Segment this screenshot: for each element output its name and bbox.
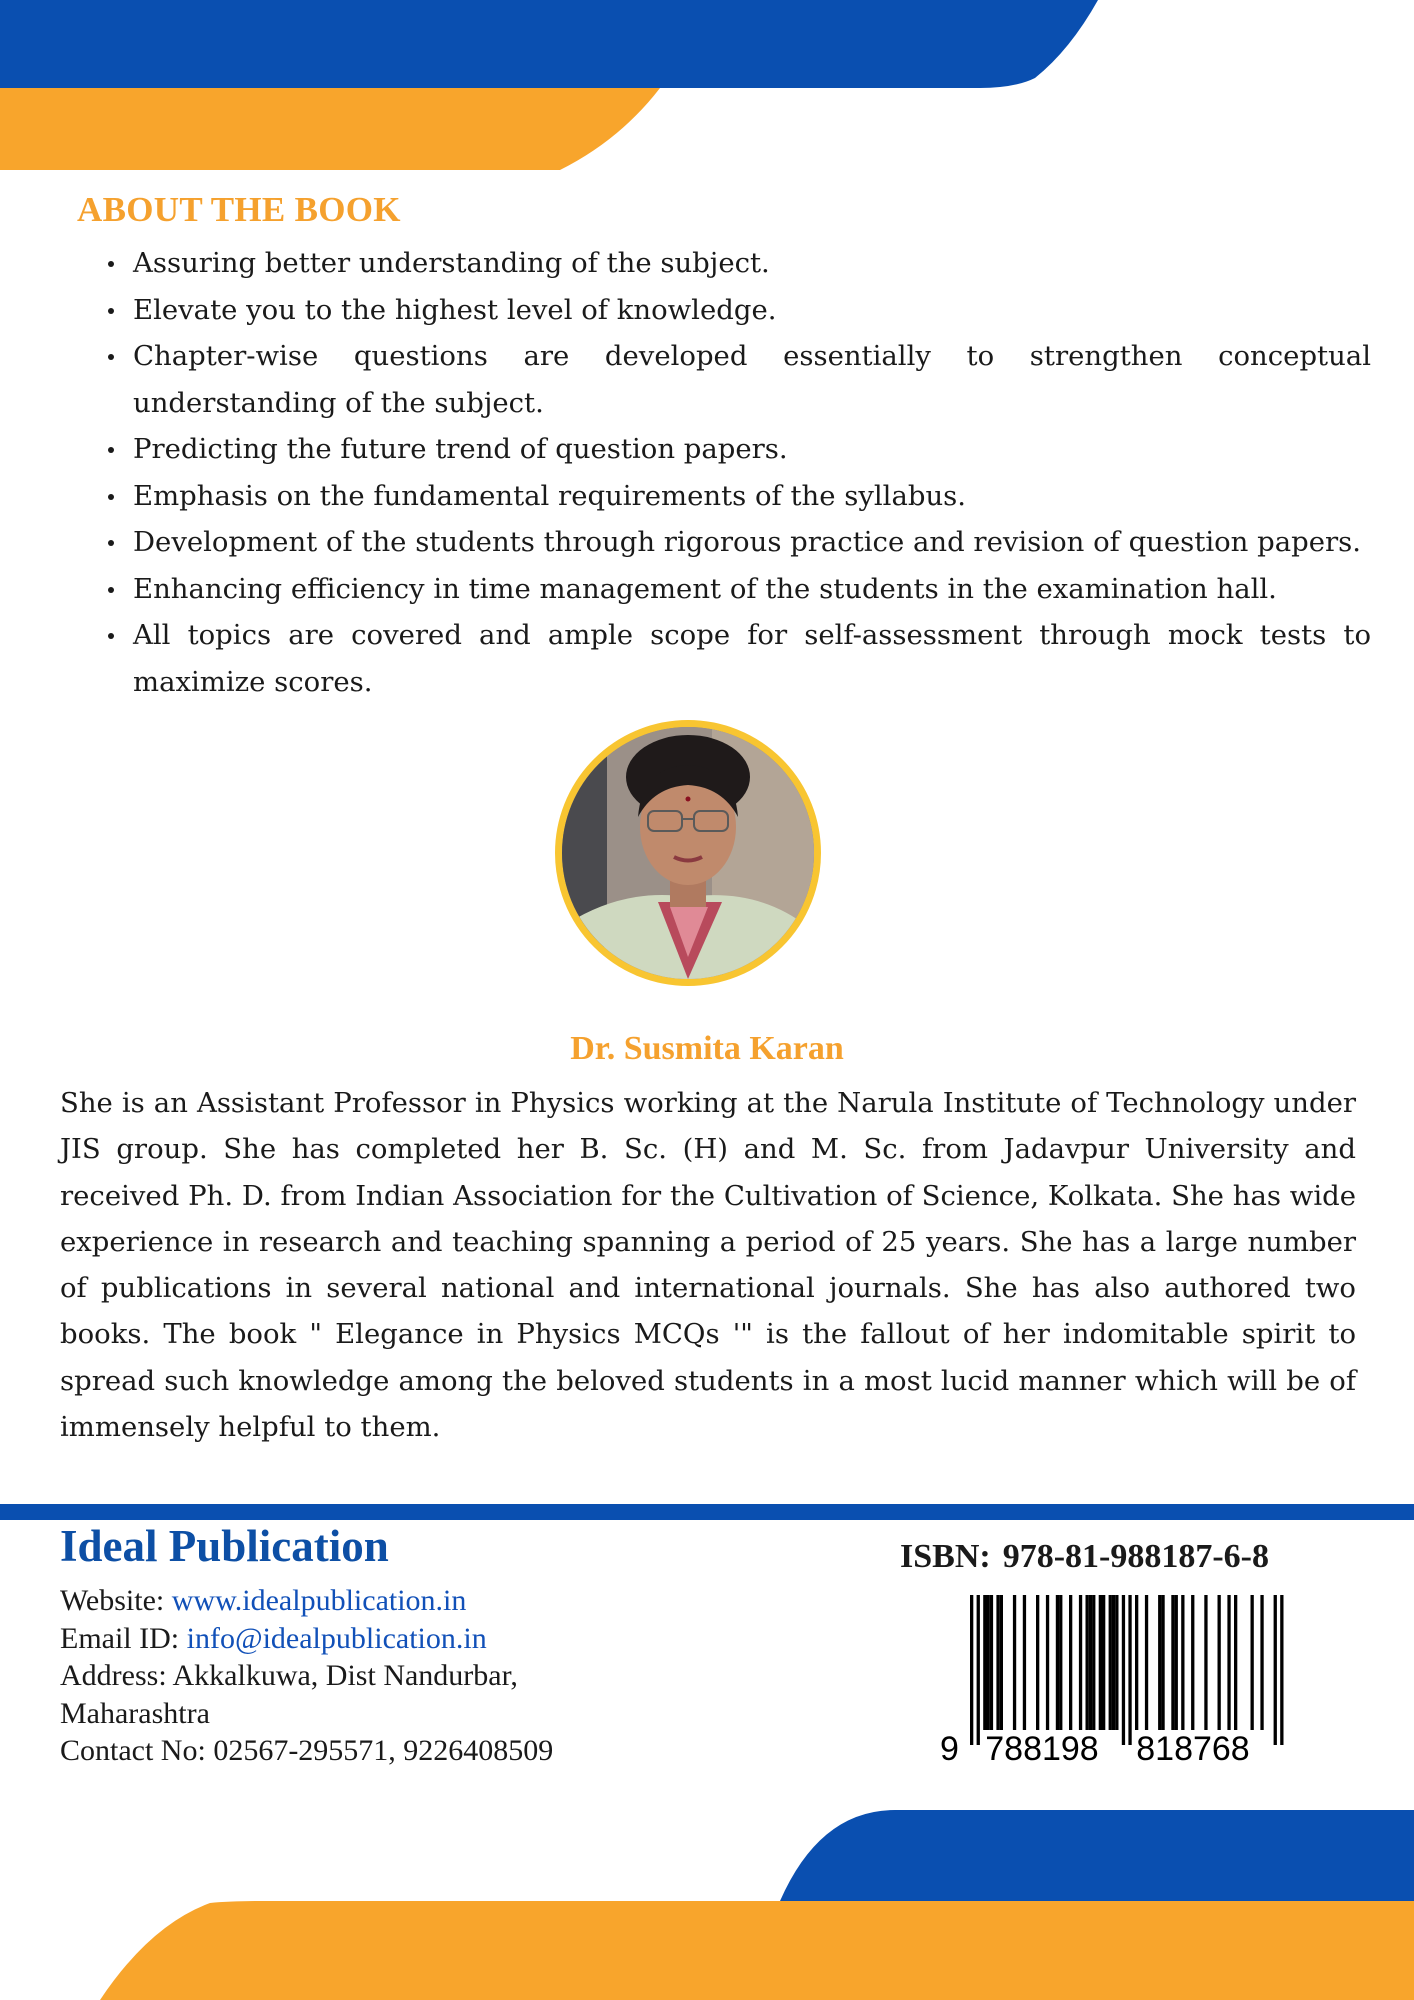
top-blue-band [0,0,1098,88]
address-label: Address: [60,1659,167,1692]
contact-numbers: 02567-295571, 9226408509 [213,1734,554,1767]
address-line-2: Maharashtra [60,1696,210,1730]
barcode-bar [1013,1595,1016,1730]
bottom-blue-band [780,1810,1414,1901]
address-row [60,1657,680,1695]
barcode-bar [1079,1595,1082,1730]
barcode-bar [1046,1595,1049,1730]
email-label: Email ID: [60,1621,180,1655]
bottom-orange-band [100,1901,1414,2000]
barcode-bar [996,1595,999,1730]
list-item: Emphasis on the fundamental requirements of the syllabus. [100,473,1371,520]
publisher-contact [60,1582,680,1770]
about-bullet-list [100,240,1371,705]
barcode-bar [983,1595,986,1730]
barcode-bar [1128,1595,1131,1745]
barcode-bar [1161,1595,1164,1730]
barcode-bar [1158,1595,1161,1730]
divider [0,1504,1414,1520]
barcode-bar [1000,1595,1003,1730]
website-label: Website: [60,1584,165,1617]
isbn-label: ISBN: [900,1538,991,1575]
barcode-bar [1191,1595,1194,1730]
list-item: All topics are covered and ample scope for self-assessment through mock tests to maximize scores. [100,612,1371,705]
email-row [60,1620,680,1658]
bottom-decor [0,1805,1414,2000]
barcode-bar [1280,1595,1283,1745]
author-bio: She is an Assistant Professor in Physics working at the Narula Institute of Technology under JIS group. She has completed her B. Sc. (H) and M. Sc. from Jadavpur University and received Ph. D. from Indian Association for the Cultivation of Science, Kolkata. She has wide experience in research and teaching spanning a period of 25 years. She has a large number of publications in several national and international journals. She has also authored two books. The book " Elegance in Physics MCQs '" is the fallout of her indomitable spirit to spread such knowledge among the beloved students in a most lucid manner which will be of immensely helpful to them. [60,1087,1356,1444]
website-row [60,1582,680,1620]
author-photo [562,727,814,979]
barcode-bar [1171,1595,1174,1730]
barcode-bar [1227,1595,1230,1730]
barcode-bar [1059,1595,1062,1730]
author-name: Dr. Susmita Karan [570,1030,844,1067]
top-decor [0,0,1414,175]
barcode-bar [1069,1595,1072,1730]
barcode-bar [1109,1595,1112,1730]
barcode-bar [990,1595,993,1730]
barcode-bar [1036,1595,1039,1730]
email-link[interactable]: info@idealpublication.in [186,1621,487,1655]
barcode-bar [1181,1595,1184,1730]
barcode-bars [970,1595,1284,1745]
list-item: Assuring better understanding of the subject. [100,240,1371,287]
list-item: Predicting the future trend of question papers. [100,426,1371,473]
barcode-bar [1274,1595,1277,1745]
barcode-bar [1112,1595,1115,1730]
barcode-bar [1145,1595,1148,1730]
website-link[interactable]: www.idealpublication.in [171,1584,467,1617]
barcode-bar [1122,1595,1125,1745]
barcode-bar [970,1595,973,1745]
barcode-bar [1260,1595,1263,1730]
top-orange-band [0,88,660,170]
author-portrait [555,720,821,986]
barcode-bar [1086,1595,1089,1730]
about-title: ABOUT THE BOOK [77,190,401,229]
barcode-bar [1102,1595,1105,1730]
address-line-1: Akkalkuwa, Dist Nandurbar, [172,1659,518,1692]
barcode-bar [1251,1595,1254,1730]
barcode-bar [1175,1595,1178,1730]
list-item: Development of the students through rigorous practice and revision of question papers. [100,519,1371,566]
barcode [930,1595,1310,1770]
barcode-digits-left: 788198 [985,1730,1099,1768]
barcode-bar [1089,1595,1092,1730]
barcode-bar [977,1595,980,1745]
contact-row [60,1732,680,1770]
barcode-bar [1204,1595,1207,1730]
list-item: Elevate you to the highest level of knowledge. [100,287,1371,334]
isbn-number: 978-81-988187-6-8 [1002,1538,1269,1575]
barcode-bar [1135,1595,1138,1730]
barcode-bar [1023,1595,1026,1730]
barcode-bar [1056,1595,1059,1730]
barcode-bar [1218,1595,1221,1730]
list-item: Chapter-wise questions are developed essentially to strengthen conceptual understanding of the subject. [100,333,1371,426]
list-item: Enhancing efficiency in time management of the students in the examination hall. [100,566,1371,613]
barcode-bar [1115,1595,1118,1730]
contact-label: Contact No: [60,1734,206,1767]
isbn [900,1538,1320,1576]
barcode-bar [987,1595,990,1730]
barcode-digits-right: 818768 [1136,1730,1250,1768]
barcode-bar [1099,1595,1102,1730]
barcode-bar [1092,1595,1095,1730]
barcode-bar [1234,1595,1237,1730]
publisher-name: Ideal Publication [60,1521,389,1571]
barcode-digit-first: 9 [940,1730,959,1768]
